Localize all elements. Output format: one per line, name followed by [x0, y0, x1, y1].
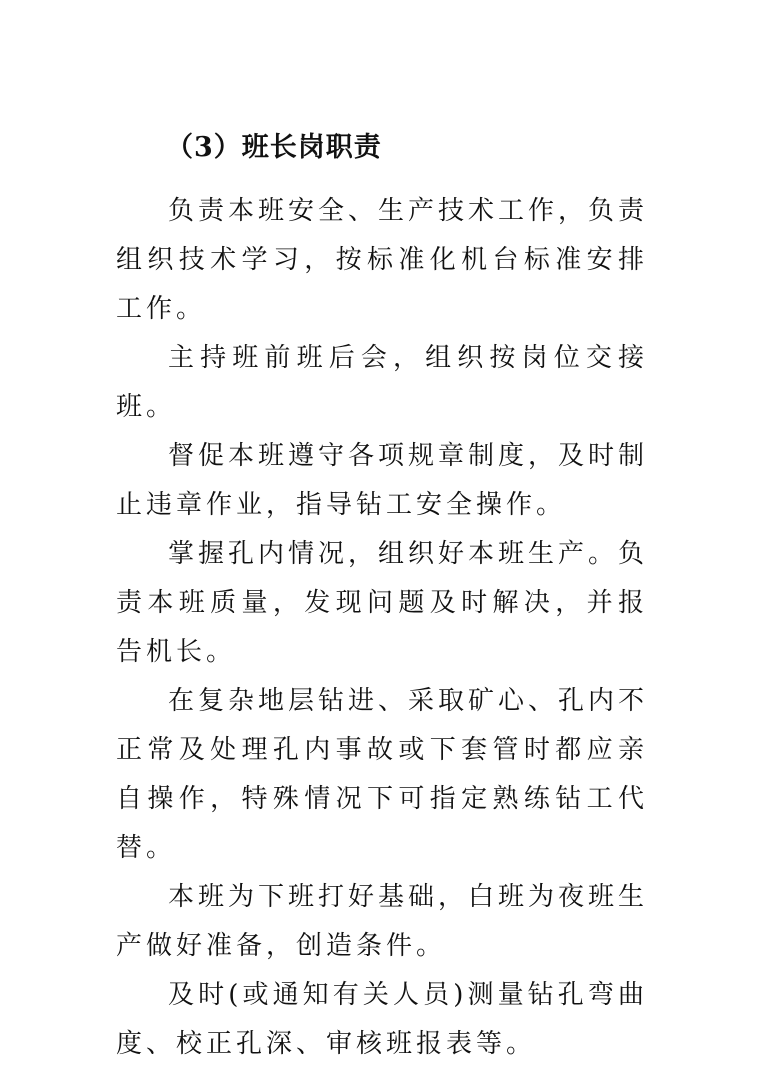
section-heading: （3）班长岗职责 [166, 132, 382, 163]
paragraph-measurement-review: 及时(或通知有关人员)测量钻孔弯曲度、校正孔深、审核班报表等。 [116, 980, 648, 1059]
paragraph-hole-conditions: 掌握孔内情况，组织好本班生产。负责本班质量，发现问题及时解决，并报告机长。 [116, 539, 649, 667]
paragraph-rule-supervision: 督促本班遵守各项规章制度，及时制止违章作业，指导钻工安全操作。 [116, 441, 649, 520]
paragraph-shift-meetings: 主持班前班后会，组织按岗位交接班。 [116, 343, 648, 422]
duties-body [116, 187, 648, 1069]
paragraph-safety-technical-work: 负责本班安全、生产技术工作，负责组织技术学习，按标准化机台标准安排工作。 [116, 196, 649, 324]
paragraph-complex-operations: 在复杂地层钻进、采取矿心、孔内不正常及处理孔内事故或下套管时都应亲自操作，特殊情况下可指定熟练钻工代替。 [116, 686, 649, 863]
paragraph-shift-preparation: 本班为下班打好基础，白班为夜班生产做好准备，创造条件。 [116, 882, 649, 961]
